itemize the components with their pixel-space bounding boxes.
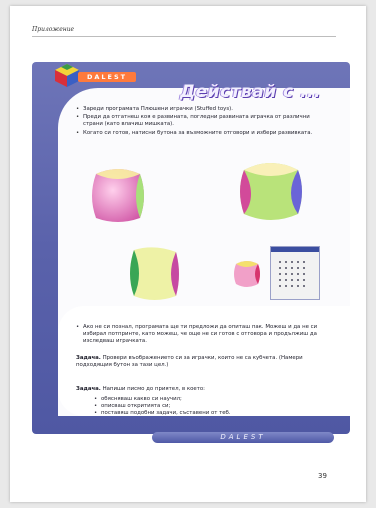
- stuffed-cube-image: [86, 162, 150, 228]
- intro-item: • Зареди програмата Плюшени играчки (Stuffed toys).: [76, 106, 326, 113]
- followup-item: • Ако не си познал, програмата ще ти предложи да опиташ пак. Можеш и да не си избирал потпринте, като можеш, че още не си готов с отговора и продължиш да изследваш играчката.: [76, 324, 326, 346]
- task-text: Напиши писмо до приятел, в което:: [102, 386, 205, 392]
- header-rule: [32, 36, 336, 37]
- task-text: Провери въображението си за играчки, които не са кубчета. (Намери подходящия бутон за тази цел.): [76, 355, 303, 369]
- followup-list: [76, 324, 326, 346]
- task-one: [76, 355, 326, 369]
- stuffed-cube-image: [236, 156, 306, 226]
- book-page: [10, 6, 366, 502]
- program-window-thumbnail: [270, 246, 320, 300]
- page-title: Действай с ...: [180, 82, 321, 102]
- stuffed-cube-image: [232, 258, 262, 290]
- task-two-item: • поставяш подобни задачи, съставени от теб.: [94, 410, 324, 417]
- task-two: [76, 386, 326, 393]
- task-two-item: • обясняваш какво си научил;: [94, 396, 324, 403]
- intro-list: [76, 106, 326, 138]
- intro-item: • Когато си готов, натисни бутона за възможните отговори и избери развивката.: [76, 130, 326, 137]
- window-titlebar: [271, 247, 319, 252]
- stuffed-cube-image: [120, 244, 184, 304]
- dalest-logo: [52, 62, 140, 88]
- task-label: Задача.: [76, 386, 101, 392]
- page-number: 39: [318, 472, 327, 480]
- logo-banner: DALEST: [78, 72, 136, 82]
- answer-grid: [277, 259, 309, 287]
- intro-item: • Преди да отгатнеш коя е развината, погледни развината играчка от различни страни (като влачиш мишката).: [76, 114, 326, 128]
- task-two-list: [94, 396, 324, 417]
- footer-brand-bar: DALEST: [152, 432, 334, 443]
- task-two-item: • описваш откритията си;: [94, 403, 324, 410]
- running-header: Приложение: [32, 26, 75, 33]
- task-label: Задача.: [76, 355, 101, 361]
